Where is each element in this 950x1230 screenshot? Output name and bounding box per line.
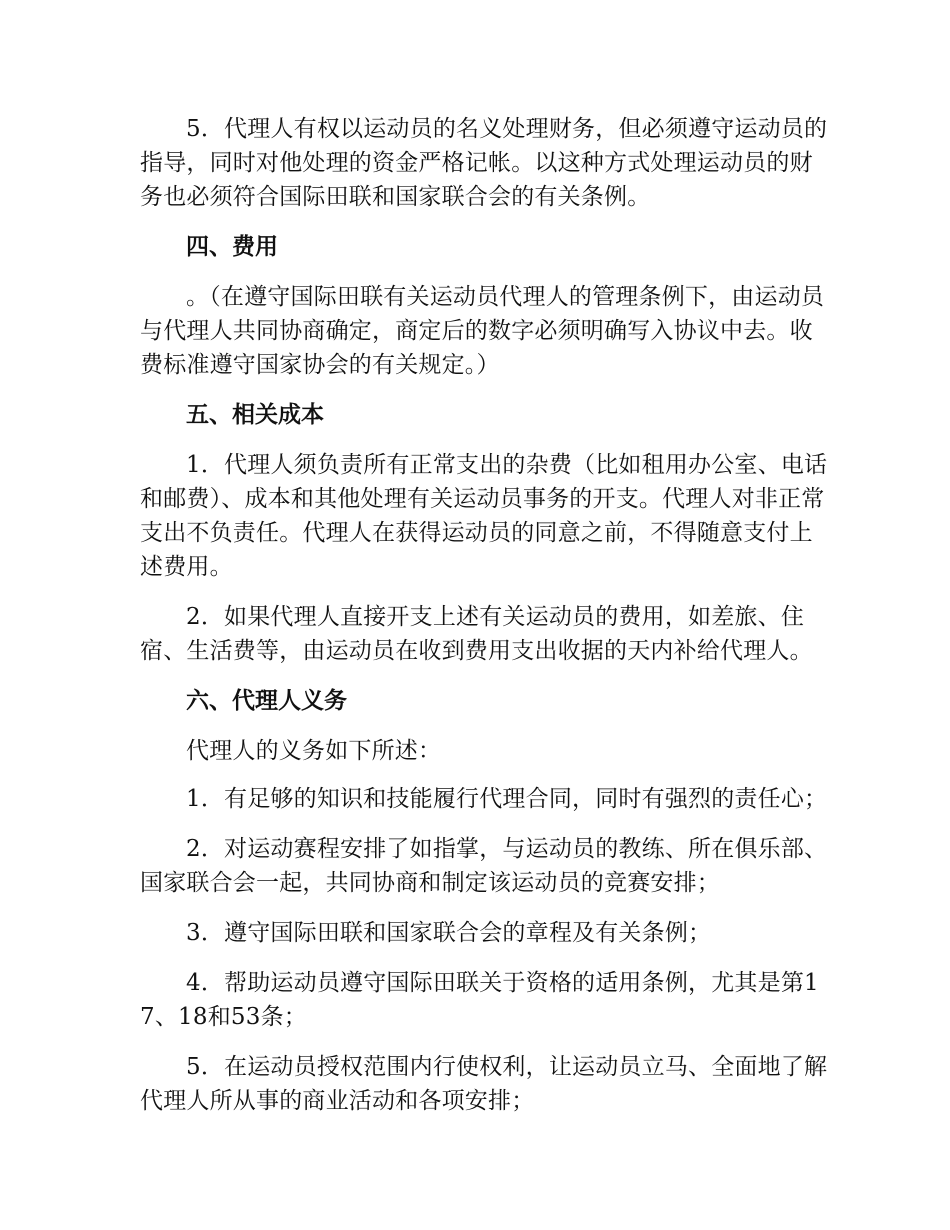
- section-heading-agent-obligations: 六、代理人义务: [186, 688, 347, 714]
- paragraph-finance-handling: 5．代理人有权以运动员的名义处理财务，但必须遵守运动员的指导，同时对他处理的资金严格记帐。以这种方式处理运动员的财务也必须符合国际田联和国家联合会的有关条例。: [140, 116, 828, 210]
- section-heading-related-costs: 五、相关成本: [186, 402, 324, 428]
- section-heading-fees: 四、费用: [186, 234, 278, 260]
- paragraph-costs-1: 1．代理人须负责所有正常支出的杂费（比如租用办公室、电话和邮费）、成本和其他处理有关运动员事务的开支。代理人对非正常支出不负责任。代理人在获得运动员的同意之前，不得随意支付上述费用。: [140, 452, 828, 580]
- paragraph-obligation-1: 1．有足够的知识和技能履行代理合同，同时有强烈的责任心；: [186, 786, 828, 812]
- paragraph-obligation-2: 2．对运动赛程安排了如指掌，与运动员的教练、所在俱乐部、国家联合会一起，共同协商和制定该运动员的竞赛安排；: [140, 836, 828, 896]
- paragraph-obligation-3: 3．遵守国际田联和国家联合会的章程及有关条例；: [186, 920, 712, 946]
- paragraph-obligation-5: 5．在运动员授权范围内行使权利，让运动员立马、全面地了解代理人所从事的商业活动和各项安排；: [140, 1054, 828, 1114]
- paragraph-obligations-intro: 代理人的义务如下所述：: [186, 738, 442, 764]
- paragraph-obligation-4: 4．帮助运动员遵守国际田联关于资格的适用条例，尤其是第17、18和53条；: [140, 970, 819, 1030]
- paragraph-fees-note: 。（在遵守国际田联有关运动员代理人的管理条例下，由运动员与代理人共同协商确定，商定后的数字必须明确写入协议中去。收费标准遵守国家协会的有关规定。）: [140, 284, 825, 378]
- document-body: [140, 112, 830, 1134]
- paragraph-costs-2: 2．如果代理人直接开支上述有关运动员的费用，如差旅、住宿、生活费等，由运动员在收到费用支出收据的天内补给代理人。: [140, 604, 813, 664]
